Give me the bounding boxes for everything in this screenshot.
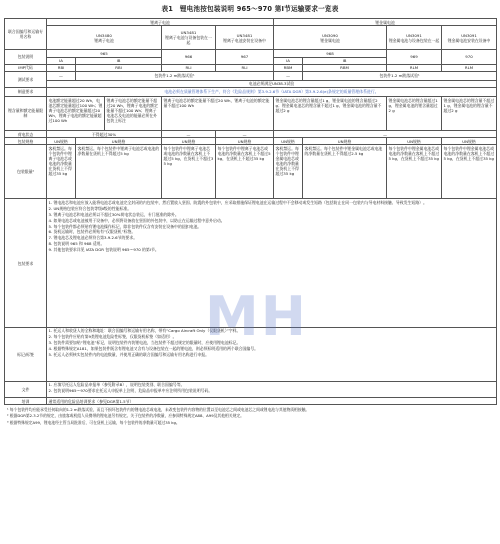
mark-item: 2. 每个包装件应贴有第9类锂电池危险性标签，仅限货机标签（如适用）。 <box>48 334 177 340</box>
lithium-battery-requirements-table <box>4 18 497 405</box>
pi-value: 966 <box>162 50 216 65</box>
pkg-spec: UN规格 <box>303 138 387 145</box>
pack-item: 9. 其他包装要求详见 IATA DGR 包装说明 965～970 的第Ⅰ节。 <box>48 247 159 253</box>
header-un3481-with: UN3481 锂离子电池与设备包装在一起 <box>162 26 216 50</box>
mark-item: 1. 托运人和收货人的全称和地址：联合国编号和运输专用名称，带有“Cargo Aircraft Only（仅限货机）”字样。 <box>48 328 241 334</box>
qty-cell: 客机禁运。每个包装件中锂金属电池芯或电池的净数量在货机上不得超过35 kg <box>274 145 303 199</box>
test-ion: 包装件1.2 m跌落试验¹ <box>76 72 274 81</box>
section-value: IA <box>47 57 76 64</box>
pi-value: 965 <box>47 50 162 57</box>
footnote: ³ 根据特殊规定A99，锂电池经主管当局批准后，可在货机上运输，每个包装件的净数量可超过35 kg。 <box>7 419 180 425</box>
imp-value: RLI <box>162 64 216 71</box>
row-label-manufacturing: 制造要求 <box>5 88 47 97</box>
soc-dash: — <box>274 130 497 137</box>
qty-cell: 每个包装件中锂金属电池芯或电池的净数量在客机上不超过5 kg，在货机上不超过35 kg <box>442 145 497 199</box>
header-un3091-in: UN3091 锂金属电池安装在设备中 <box>442 26 497 50</box>
doc-item: 2. 包装说明965～970要求在托运人申报单上注明，危险品申报单中应注明所用包装说明号码。 <box>48 388 213 394</box>
table-title: 表1 锂电池按包装说明 965～970 第Ⅰ节运输要求一览表 <box>161 5 339 13</box>
header-un3480: UN3480 锂离子电池 <box>47 26 162 50</box>
pkg-spec: UN规格 <box>274 138 303 145</box>
pack-item: 1. 锂电池芯和电池应放入能将电池芯或电池完全封闭的内包装中，然后置放入坚固、防震的外包装中，应采取措施保证锂电池在运输过程中不会移动或发生短路（包括防止在同一包装内与导电材料接触、导致发生短路）。 <box>48 200 427 206</box>
pack-item: 2. UN规格包装应符合包装等级Ⅱ级的性能标准。 <box>48 205 132 211</box>
capacity-cell: 锂金属电池芯的锂含量超过1 g，锂金属电池的锂含量超过2 g <box>387 96 442 130</box>
pkg-spec: UN规格 <box>216 138 274 145</box>
pkg-spec: UN规格 <box>442 138 497 145</box>
header-lithium-ion: 锂离子电池 <box>47 19 274 26</box>
test-dash: — <box>274 72 303 81</box>
header-un-name: 联合国编号和运输专用名称 <box>5 19 47 50</box>
imp-value: RBM <box>274 64 303 71</box>
capacity-cell: 锂金属电池芯的锂含量超过1 g，锂金属电池的锂含量超过2 g；锂金属电池芯的锂含量不超过1 g，锂金属电池的锂含量不超过2 g <box>274 96 387 130</box>
footnotes <box>4 405 496 424</box>
qty-cell: 客机禁运。每个包装件中锂金属电池芯或电池的净数量在货机上不得超过2.5 kg <box>303 145 387 199</box>
document-requirements <box>47 381 497 397</box>
capacity-cell: 锂离子电池芯的额定能量不超过20 Wh，锂离子电池的额定能量不超过100 Wh <box>162 96 274 130</box>
manufacturing-text: 电池必须在质量管理体系下生产，符合《危险品规则》第3.9.2.6节（IATA DGR）第3.9.2.6(e)条规定的质量管理体系进行。 <box>47 88 497 97</box>
watermark: MH <box>205 285 308 348</box>
row-label-quantity: 包装限量² <box>5 145 47 199</box>
soc-dash: — <box>162 130 216 137</box>
pi-value: 970 <box>442 50 497 65</box>
packing-requirements <box>47 199 497 327</box>
imp-value: RLI <box>216 64 274 71</box>
imp-value: RBI <box>47 64 76 71</box>
qty-cell: 每个包装件中锂离子电池芯或电池的净数量在客机上不超过5 kg，在货机上不超过35 kg <box>216 145 274 199</box>
capacity-cell: 锂金属电池芯的锂含量不超过1 g，锂金属电池的锂含量不超过2 g <box>442 96 497 130</box>
marking-requirements <box>47 327 497 381</box>
header-un3091-with: UN3091 锂金属电池与设备包装在一起 <box>387 26 442 50</box>
header-un3481-in: UN3481 锂离子电池安装在设备中 <box>216 26 274 50</box>
capacity-cell: 电池额定能量超过20 Wh，电池芯额定能量超过100 Wh；锂离子电池芯的额定能量超过20 Wh，锂离子电池的额定能量超过100 Wh <box>47 96 105 130</box>
imp-value: RLM <box>442 64 497 71</box>
header-lithium-metal: 锂金属电池 <box>274 19 497 26</box>
capacity-cell: 锂离子电池芯的额定能量不超过20 Wh，锂离子电池的额定能量不超过100 Wh；锂离子电池芯及电池的能量必须在外包装上标注 <box>105 96 162 130</box>
row-label-capacity: 锂含量和额定能量限制 <box>5 96 47 130</box>
test-metal: 包装件1.2 m跌落试验¹ <box>303 72 497 81</box>
row-label-imp-code: IMP代码 <box>5 64 47 71</box>
footnote: ¹ 每个包装件均应能承受任何取向的1.2 m跌落试验，而且不损坏包装件内的锂电池芯或电池，未改变包装件内容物的位置以至电池芯之间或电池芯之间或锂电池与其他物质相接触。 <box>7 407 310 413</box>
section-value: IA <box>274 57 303 64</box>
pkg-spec: UN规格 <box>162 138 216 145</box>
pack-item: 5. 每个包装件都必须贴有锂电池操作标记，除非包装件仅含有安装在设备中的纽扣电池。 <box>48 223 202 229</box>
test-dash: — <box>47 72 76 81</box>
qty-cell: 客机禁运。每个包装件中锂离子电池芯或电池的净数量在货机上不得超过35 kg <box>47 145 76 199</box>
document <box>4 0 496 426</box>
qty-cell: 每个包装件中锂离子电池芯或电池的净数量在客机上不超过5 kg，在货机上不超过35 kg <box>162 145 216 199</box>
row-label-marking: 标记/标签 <box>5 327 47 381</box>
soc-dash: — <box>216 130 274 137</box>
row-label-test: 测试要求 <box>5 72 47 88</box>
pkg-spec: UN规格 <box>76 138 162 145</box>
imp-value: RLM <box>387 64 442 71</box>
row-label-state-of-charge: 荷电状态 <box>5 130 47 137</box>
pkg-spec: UN规格 <box>47 138 76 145</box>
pkg-spec: UN规格 <box>387 138 442 145</box>
section-value: IB <box>303 57 387 64</box>
mark-item: 5. 托运人必须核实包装件内的电池数量，并使用正确的联合国编号和运输专用名称进行申报。 <box>48 351 210 357</box>
soc-value: 不得超过30% <box>47 130 162 137</box>
mark-item: 4. 根据特殊规定A181，如果包装件既含有锂电池又含有与设备包装在一起的锂电池，则必须标明适用的两个联合国编号。 <box>48 345 259 351</box>
imp-value: RBI <box>76 64 162 71</box>
pack-item: 3. 锂离子电池芯和电池必须以不超过30%荷电状态装运，专门批准的除外。 <box>48 211 179 217</box>
mark-item: 3. 包装件需要加贴“锂电池”标记，说明包装件内装锂电池，当包装件不超过规定的限量时，应使用锂电池标记。 <box>48 339 241 345</box>
training-text: 通常适用的危险品培训要求（参见DGR第1.5节） <box>47 398 497 405</box>
doc-item: 1. 应填写托运人危险品申报单（参见附录B），说明包装类别、联合国编号等。 <box>48 382 185 388</box>
pack-item: 8. 包装说明 965 和 968 适用。 <box>48 241 105 247</box>
pack-item: 6. 货机运输时，包装件必须贴有“仅限货机”标签。 <box>48 229 136 235</box>
footnote: ² 根据DGR第2.3.2节的规定，由旅客或机组人员携带的锂电池另有规定。关于包装件的净数量，应参阅特殊规定A88、A99及其他相关规定。 <box>7 413 244 419</box>
pack-item: 7. 锂电池芯及锂电池必须符合第3.9.2.6节的要求。 <box>48 235 138 241</box>
section-value: IB <box>76 57 162 64</box>
pack-item: 4. 如果电池芯或电池被用于设备中，必须将设备放在坚固的外包装中，以防止在运输过程中意外启动。 <box>48 217 225 223</box>
row-label-package-spec: 包装规格 <box>5 138 47 145</box>
qty-cell: 客机禁运。每个包装件中锂离子电池芯或电池的净数量在货机上不得超过5 kg <box>76 145 162 199</box>
header-un3090: UN3090 锂金属电池 <box>274 26 387 50</box>
row-label-packing-instruction: 包装说明 <box>5 50 47 65</box>
pi-value: 967 <box>216 50 274 65</box>
imp-value: RBM <box>303 64 387 71</box>
row-label-packing-requirements: 包装要求 <box>5 199 47 327</box>
row-label-documents: 文件 <box>5 381 47 397</box>
pi-value: 969 <box>387 50 442 65</box>
pi-value: 968 <box>274 50 387 57</box>
test-common: 电池必须满足UN38.3试验 <box>47 80 497 87</box>
row-label-training: 培训 <box>5 398 47 405</box>
qty-cell: 每个包装件中锂金属电池芯或电池的净数量在客机上不超过5 kg，在货机上不超过35 kg <box>387 145 442 199</box>
